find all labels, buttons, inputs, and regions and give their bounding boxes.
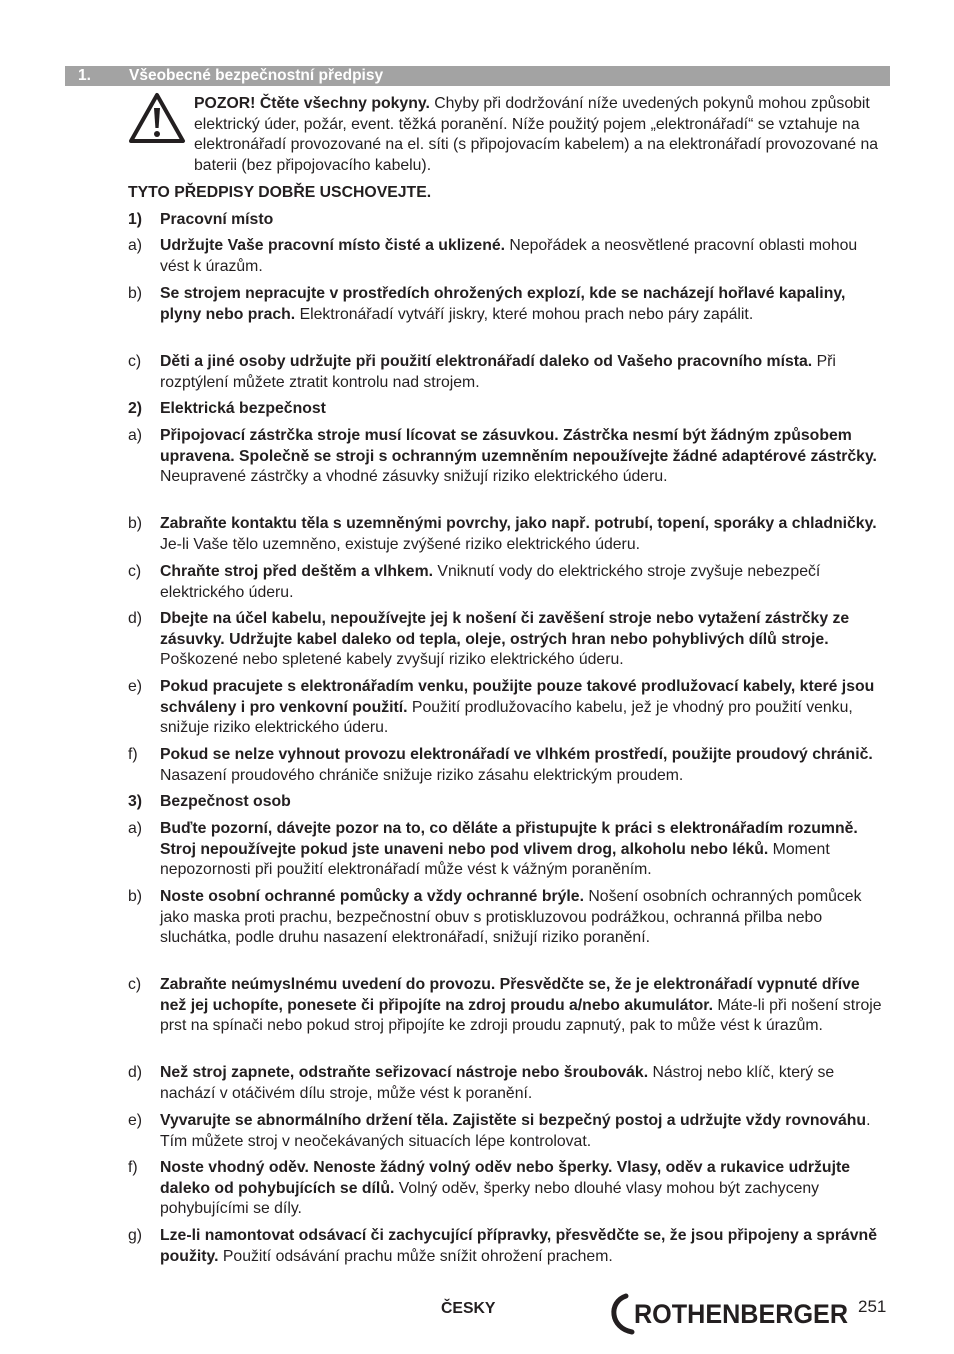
item-text: Poškozené nebo spletené kabely zvyšují riziko elektrického úderu.	[160, 651, 624, 669]
item-text: Neupravené zástrčky a vhodné zásuvky snižují riziko elektrického úderu.	[160, 468, 668, 486]
item-letter: d)	[128, 1064, 143, 1081]
warning-triangle-icon	[128, 92, 186, 144]
item-lead: Buďte pozorní, dávejte pozor na to, co děláte a přistupujte k práci s elektronářadím rozumně. Stroj nepoužívejte pokud jste unaveni nebo pod vlivem drog, alkoholu nebo léků.	[160, 820, 858, 858]
item-text: Nástroj nebo klíč, který se nachází v otáčivém dílu stroje, může vést k poranění.	[160, 1064, 835, 1102]
warning-lead: POZOR! Čtěte všechny pokyny.	[194, 95, 430, 112]
item-lead: Noste vhodný oděv. Nenoste žádný volný oděv nebo šperky. Vlasy, oděv a rukavice udržujte daleko od pohybujících se dílů.	[160, 1159, 851, 1197]
item-letter: f)	[128, 746, 138, 763]
item-lead: Se strojem nepracujte v prostředích ohrožených explozí, kde se nacházejí hořlavé kapaliny, plyny nebo prach.	[160, 285, 846, 323]
item-letter: f)	[128, 1159, 138, 1176]
list-item	[128, 352, 888, 393]
item-text: . Tím můžete stroj v neočekávaných situacích lépe kontrolovat.	[160, 1112, 871, 1150]
list-item	[128, 1111, 888, 1152]
list-item	[128, 609, 888, 671]
item-lead: Pokud se nelze vyhnout provozu elektronářadí ve vlhkém prostředí, použijte proudový chránič.	[160, 746, 873, 763]
subsection-number: 3)	[128, 793, 143, 810]
page-number: 251	[858, 1297, 887, 1316]
section-number: 1.	[78, 67, 91, 84]
list-item	[128, 1063, 888, 1104]
list-item	[128, 975, 888, 1037]
list-item	[128, 745, 888, 786]
item-letter: d)	[128, 610, 143, 627]
subsection-heading	[128, 210, 273, 230]
subsection-title: Bezpečnost osob	[160, 793, 291, 810]
subsection-title: Pracovní místo	[160, 211, 274, 228]
item-text: Nasazení proudového chrániče snižuje riziko zásahu elektrickým proudem.	[160, 766, 684, 784]
list-item	[128, 284, 888, 325]
list-item	[128, 1158, 888, 1220]
item-text: Je-li Vaše tělo uzemněno, existuje zvýšené riziko elektrického úderu.	[160, 535, 640, 553]
item-text: Máte-li při nošení stroje prst na spínači nebo pokud stroj připojíte ke zdroji proudu zapnutý, pak to může vést k úrazům.	[160, 996, 882, 1035]
item-letter: a)	[128, 427, 143, 444]
item-lead: Než stroj zapnete, odstraňte seřizovací nástroje nebo šroubovák.	[160, 1064, 649, 1081]
item-lead: Lze-li namontovat odsávací či zachycující přípravky, přesvědčte se, že jsou připojeny a správně použity.	[160, 1227, 877, 1265]
item-letter: g)	[128, 1227, 143, 1244]
item-text: Nepořádek a neosvětlené pracovní oblasti mohou vést k úrazům.	[160, 237, 858, 275]
item-text: Volný oděv, šperky nebo dlouhé vlasy mohou být zachyceny pohybujícími se díly.	[160, 1179, 820, 1218]
item-lead: Zabraňte kontaktu těla s uzemněnými povrchy, jako např. potrubí, topení, sporáky a chladničky.	[160, 515, 877, 532]
item-lead: Vyvarujte se abnormálního držení těla. Zajistěte si bezpečný postoj a udržujte vždy rovnováhu	[160, 1112, 867, 1129]
item-lead: Noste osobní ochranné pomůcky a vždy ochranné brýle.	[160, 888, 584, 905]
item-text: Elektronářadí vytváří jiskry, které mohou prach nebo páry zapálit.	[295, 305, 754, 323]
item-lead: Pokud pracujete s elektronářadím venku, použijte pouze takové prodlužovací kabely, které jsou schváleny i pro venkovní použití.	[160, 678, 875, 716]
list-item	[128, 819, 888, 881]
item-text: Nošení osobních ochranných pomůcek jako maska proti prachu, bezpečnostní obuv s protiskluzovou podrážkou, ochranná přilba nebo sluchátka, podle druhu nasazení elektronářadí, snižují riziko poranění.	[160, 888, 862, 947]
rothenberger-logo	[606, 1290, 858, 1336]
item-lead: Dbejte na účel kabelu, nepoužívejte jej k nošení či zavěšení stroje nebo vytažení zástrčky ze zásuvky. Udržujte kabel daleko od tepla, oleje, ostrých hran nebo pohyblivých dílů stroje.	[160, 610, 850, 648]
item-text: Použití prodlužovacího kabelu, jež je vhodný pro použití venku, snižuje riziko elektrického úderu.	[160, 698, 853, 737]
item-lead: Děti a jiné osoby udržujte při použití elektronářadí daleko od Vašeho pracovního místa.	[160, 353, 813, 370]
item-letter: c)	[128, 976, 142, 993]
subsection-heading	[128, 399, 326, 419]
subsection-heading	[128, 792, 291, 812]
section-header-bar	[65, 66, 890, 86]
item-letter: c)	[128, 563, 142, 580]
item-letter: a)	[128, 237, 143, 254]
list-item	[128, 887, 888, 949]
logo-wordmark: ROTHENBERGER	[634, 1299, 848, 1329]
subsection-number: 1)	[128, 211, 143, 228]
item-lead: Zabraňte neúmyslnému uvedení do provozu. Přesvědčte se, že je elektronářadí vypnuté dříve než jej uchopíte, ponesete či připojíte na zdroj proudu a/nebo akumulátor.	[160, 976, 860, 1014]
item-lead: Chraňte stroj před deštěm a vlhkem.	[160, 563, 434, 580]
item-text: Moment nepozornosti při použití elektronářadí může vést k vážným poraněním.	[160, 840, 830, 879]
warning-text: Chyby při dodržování níže uvedených pokynů mohou způsobit elektrický úder, požár, event. těžká poranění. Níže použitý pojem „elektronářadí“ se vztahuje na elektronářadí provozované na el. síti (s připojovacím kabelem) a na elektronářadí provozované na baterii (bez připojovacího kabelu).	[194, 95, 879, 174]
list-item	[128, 236, 888, 277]
item-letter: b)	[128, 888, 143, 905]
item-letter: a)	[128, 820, 143, 837]
item-text: Při rozptýlení můžete ztratit kontrolu nad strojem.	[160, 353, 836, 391]
list-item	[128, 514, 888, 555]
list-item	[128, 426, 888, 488]
item-text: Vniknutí vody do elektrického stroje zvyšuje nebezpečí elektrického úderu.	[160, 563, 821, 601]
section-title: Všeobecné bezpečnostní předpisy	[129, 67, 384, 84]
list-item	[128, 1226, 888, 1267]
list-item	[128, 562, 888, 603]
item-letter: e)	[128, 678, 143, 695]
footer-language-label: ČESKY	[441, 1300, 496, 1317]
item-letter: c)	[128, 353, 142, 370]
subsection-title: Elektrická bezpečnost	[160, 400, 326, 417]
subsection-number: 2)	[128, 400, 143, 417]
warning-paragraph	[194, 94, 884, 176]
item-letter: b)	[128, 285, 143, 302]
keep-instructions-note: TYTO PŘEDPISY DOBŘE USCHOVEJTE.	[128, 184, 432, 201]
item-lead: Připojovací zástrčka stroje musí lícovat se zásuvkou. Zástrčka nesmí být žádným způsobem upravena. Společně se stroji s ochranným uzemněním nepoužívejte žádné adaptérové zástrčky.	[160, 427, 877, 465]
item-letter: e)	[128, 1112, 143, 1129]
item-text: Použití odsávání prachu může snížit ohrožení prachem.	[218, 1247, 613, 1265]
list-item	[128, 677, 888, 739]
item-letter: b)	[128, 515, 143, 532]
item-lead: Udržujte Vaše pracovní místo čisté a uklizené.	[160, 237, 506, 254]
